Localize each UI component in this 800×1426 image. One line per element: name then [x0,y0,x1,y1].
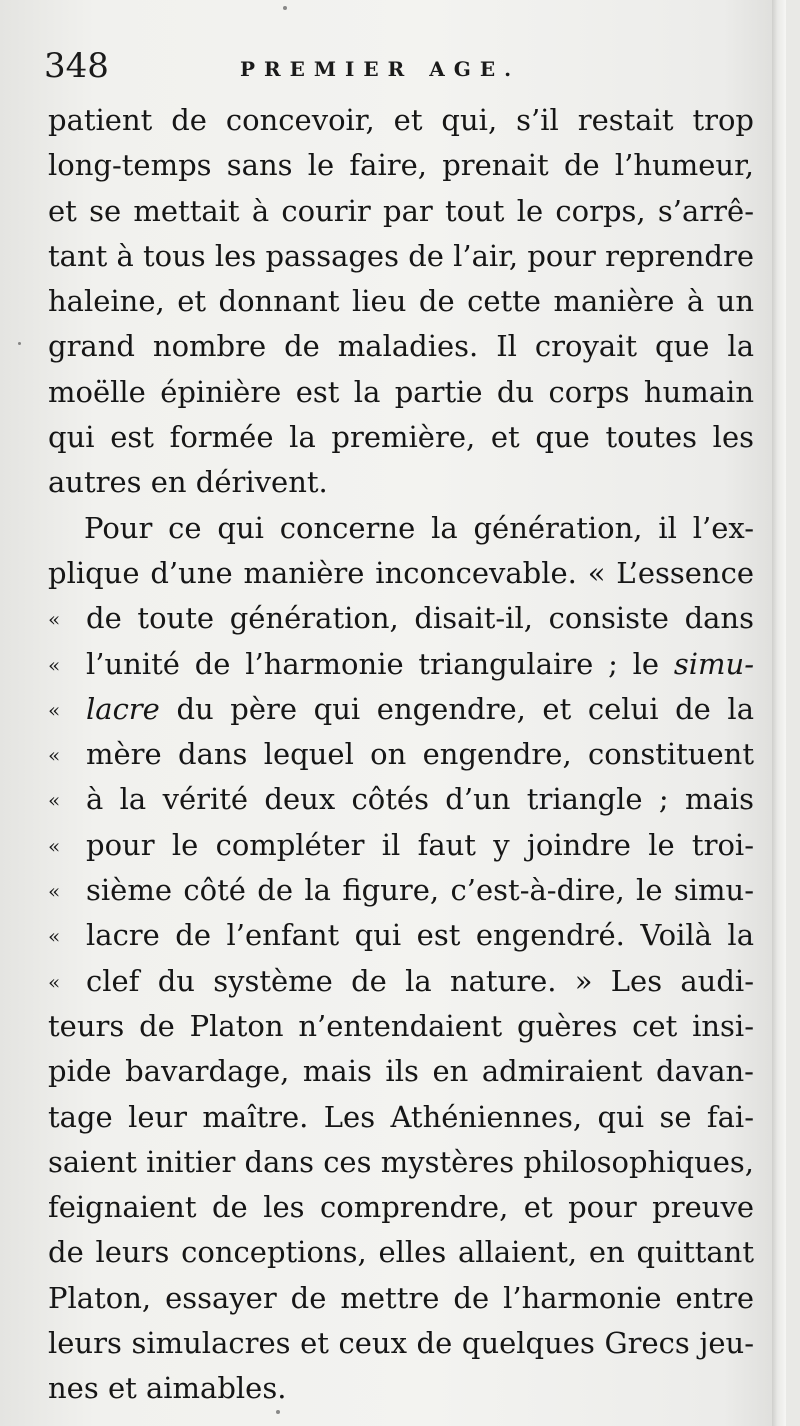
text-line: tant à tous les passages de l’air, pour reprendre [48,238,754,273]
quoted-text: de toute génération, disait-il, consiste dans [86,601,754,636]
text-line: grand nombre de maladies. Il croyait que la [48,329,754,364]
quoted-text: mère dans lequel on engendre, constituent [86,737,754,772]
quoted-line [48,913,754,958]
page-number: 348 [44,46,109,86]
quote-mark: « [48,924,61,949]
quoted-line [48,596,754,641]
quoted-line [48,642,754,687]
paragraph-start-line: Pour ce qui concerne la génération, il l’ex- [84,510,754,545]
italic-word: simu- [673,646,754,681]
text-line: pide bavardage, mais ils en admiraient davan- [48,1054,754,1089]
text-line: teurs de Platon n’entendaient guères cet insi- [48,1008,754,1043]
quoted-line [48,959,754,1004]
text-line: qui est formée la première, et que toutes les [48,420,754,455]
quoted-line [48,823,754,868]
quote-mark: « [48,607,61,632]
quote-mark: « [48,652,61,677]
running-head: PREMIER AGE. [240,57,521,81]
quoted-line [48,732,754,777]
quoted-line [48,777,754,822]
text-line: saient initier dans ces mystères philosophiques, [48,1144,754,1179]
text-line: nes et aimables. [48,1371,287,1406]
ink-speck [283,6,287,10]
text-line: plique d’une manière inconcevable. « L’essence [48,555,754,590]
ink-speck [18,342,21,345]
text-line: moëlle épinière est la partie du corps humain [48,374,754,409]
quoted-text: à la vérité deux côtés d’un triangle ; mais [86,782,754,817]
quote-mark: « [48,743,61,768]
text-line: haleine, et donnant lieu de cette manière à un [48,284,754,319]
text-line: et se mettait à courir par tout le corps, s’arrê- [48,193,754,228]
quoted-text: du père qui engendre, et celui de la [159,691,754,726]
page-header [44,42,764,92]
page-edge [772,0,786,1426]
text-line: long-temps sans le faire, prenait de l’humeur, [48,148,754,183]
body-text [48,98,754,1412]
text-line: leurs simulacres et ceux de quelques Grecs jeu- [48,1326,754,1361]
text-line: patient de concevoir, et qui, s’il restait trop [48,103,754,137]
quoted-text: sième côté de la figure, c’est-à-dire, le simu- [86,873,754,908]
quoted-text: clef du système de la nature. » Les audi- [86,963,754,998]
ink-speck [276,1410,280,1414]
text-line: feignaient de les comprendre, et pour preuve [48,1190,754,1225]
quoted-text: l’unité de l’harmonie triangulaire ; le [86,646,674,681]
text-line: de leurs conceptions, elles allaient, en quittant [48,1235,754,1270]
quote-mark: « [48,788,61,813]
quoted-text: pour le compléter il faut y joindre le troi- [86,827,754,862]
quote-mark: « [48,879,61,904]
text-line: Platon, essayer de mettre de l’harmonie entre [48,1280,754,1315]
text-line: autres en dérivent. [48,465,328,500]
quote-mark: « [48,833,61,858]
quoted-line [48,687,754,732]
italic-word: lacre [86,691,160,726]
quote-mark: « [48,697,61,722]
text-line: tage leur maître. Les Athéniennes, qui se fai- [48,1099,754,1134]
quote-mark: « [48,969,61,994]
quoted-line [48,868,754,913]
quoted-text: lacre de l’enfant qui est engendré. Voilà la [86,918,754,953]
